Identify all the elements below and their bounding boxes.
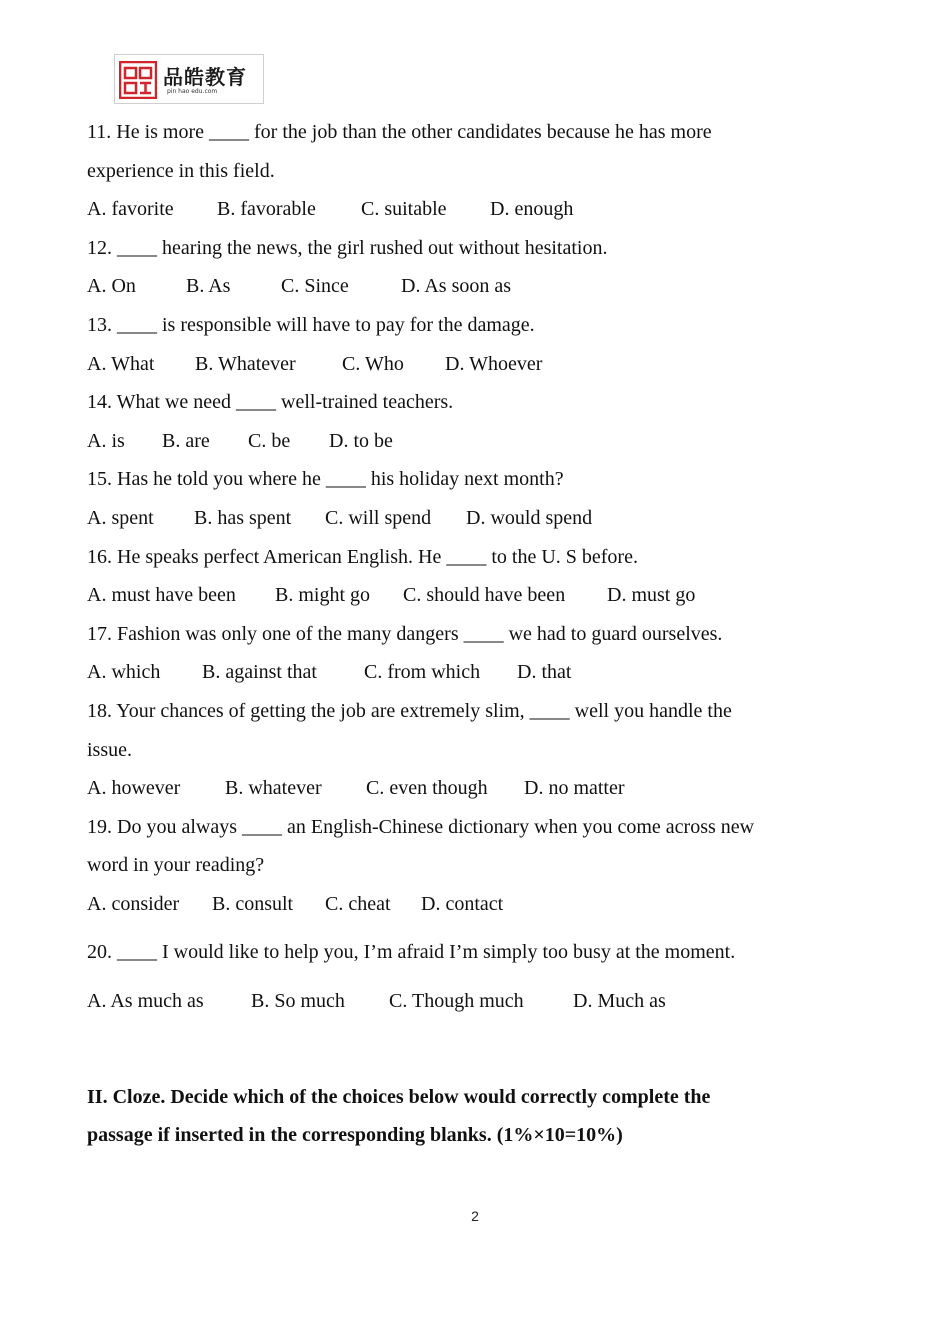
section-heading-continued: passage if inserted in the corresponding blanks. (1%×10=10%) — [87, 1124, 623, 1147]
option-c: C. cheat — [325, 892, 391, 915]
question-stem: 15. Has he told you where he ____ his holiday next month? — [87, 468, 564, 491]
answer-options — [87, 190, 847, 229]
option-a: A. is — [87, 429, 125, 452]
option-a: A. favorite — [87, 198, 174, 221]
option-a: A. On — [87, 275, 136, 298]
option-c: C. even though — [366, 777, 488, 800]
answer-options — [87, 576, 847, 615]
logo-brand-name: 品皓教育 — [163, 65, 247, 89]
option-b: B. As — [186, 275, 231, 298]
answer-options — [87, 982, 847, 1021]
question-stem-continued: experience in this field. — [87, 159, 275, 182]
question-stem: 20. ____ I would like to help you, I’m afraid I’m simply too busy at the moment. — [87, 941, 736, 964]
option-b: B. might go — [275, 584, 371, 607]
option-b: B. So much — [251, 990, 345, 1013]
option-c: C. Who — [342, 352, 404, 375]
answer-options — [87, 499, 847, 538]
option-a: A. What — [87, 352, 155, 375]
option-b: B. are — [162, 429, 210, 452]
question-stem-continued: word in your reading? — [87, 854, 265, 877]
option-d: D. As soon as — [401, 275, 512, 298]
option-c: C. should have been — [403, 584, 566, 607]
logo-mark-icon — [119, 61, 157, 99]
answer-options — [87, 345, 847, 384]
answer-options — [87, 885, 847, 924]
option-a: A. As much as — [87, 990, 204, 1013]
question-stem: 13. ____ is responsible will have to pay for the damage. — [87, 313, 535, 336]
question-list — [87, 113, 847, 1155]
answer-options — [87, 422, 847, 461]
option-d: D. that — [517, 661, 572, 684]
option-d: D. must go — [607, 584, 696, 607]
question-stem: 18. Your chances of getting the job are extremely slim, ____ well you handle the — [87, 699, 732, 722]
question-stem: 17. Fashion was only one of the many dangers ____ we had to guard ourselves. — [87, 622, 723, 645]
answer-options — [87, 769, 847, 808]
page-number: 2 — [471, 1208, 479, 1224]
option-d: D. Whoever — [445, 352, 543, 375]
option-b: B. Whatever — [195, 352, 296, 375]
option-d: D. enough — [490, 198, 574, 221]
option-a: A. which — [87, 661, 161, 684]
option-a: A. spent — [87, 506, 154, 529]
option-d: D. contact — [421, 892, 504, 915]
question-stem-continued: issue. — [87, 738, 132, 761]
option-b: B. consult — [212, 892, 294, 915]
question-stem: 11. He is more ____ for the job than the other candidates because he has more — [87, 121, 712, 143]
option-c: C. Though much — [389, 990, 524, 1013]
option-b: B. favorable — [217, 198, 316, 221]
answer-options — [87, 267, 847, 306]
brand-logo — [114, 54, 264, 104]
section-heading: II. Cloze. Decide which of the choices below would correctly complete the — [87, 1085, 711, 1108]
option-b: B. against that — [202, 661, 317, 684]
option-b: B. whatever — [225, 777, 322, 800]
question-stem: 12. ____ hearing the news, the girl rushed out without hesitation. — [87, 236, 608, 259]
question-stem: 16. He speaks perfect American English. He ____ to the U. S before. — [87, 545, 638, 568]
answer-options — [87, 653, 847, 692]
option-d: D. Much as — [573, 990, 666, 1013]
option-d: D. would spend — [466, 506, 593, 529]
question-stem: 14. What we need ____ well-trained teachers. — [87, 391, 454, 414]
option-b: B. has spent — [194, 506, 292, 529]
option-c: C. be — [248, 429, 291, 452]
option-d: D. to be — [329, 429, 393, 452]
option-c: C. suitable — [361, 198, 447, 221]
option-a: A. however — [87, 777, 181, 800]
option-d: D. no matter — [524, 777, 625, 800]
option-c: C. will spend — [325, 506, 432, 529]
question-stem: 19. Do you always ____ an English-Chinese dictionary when you come across new — [87, 815, 755, 838]
option-a: A. consider — [87, 892, 180, 915]
option-a: A. must have been — [87, 584, 236, 607]
logo-url: pin hao edu.com — [167, 88, 218, 95]
option-c: C. Since — [281, 275, 349, 298]
option-c: C. from which — [364, 661, 481, 684]
